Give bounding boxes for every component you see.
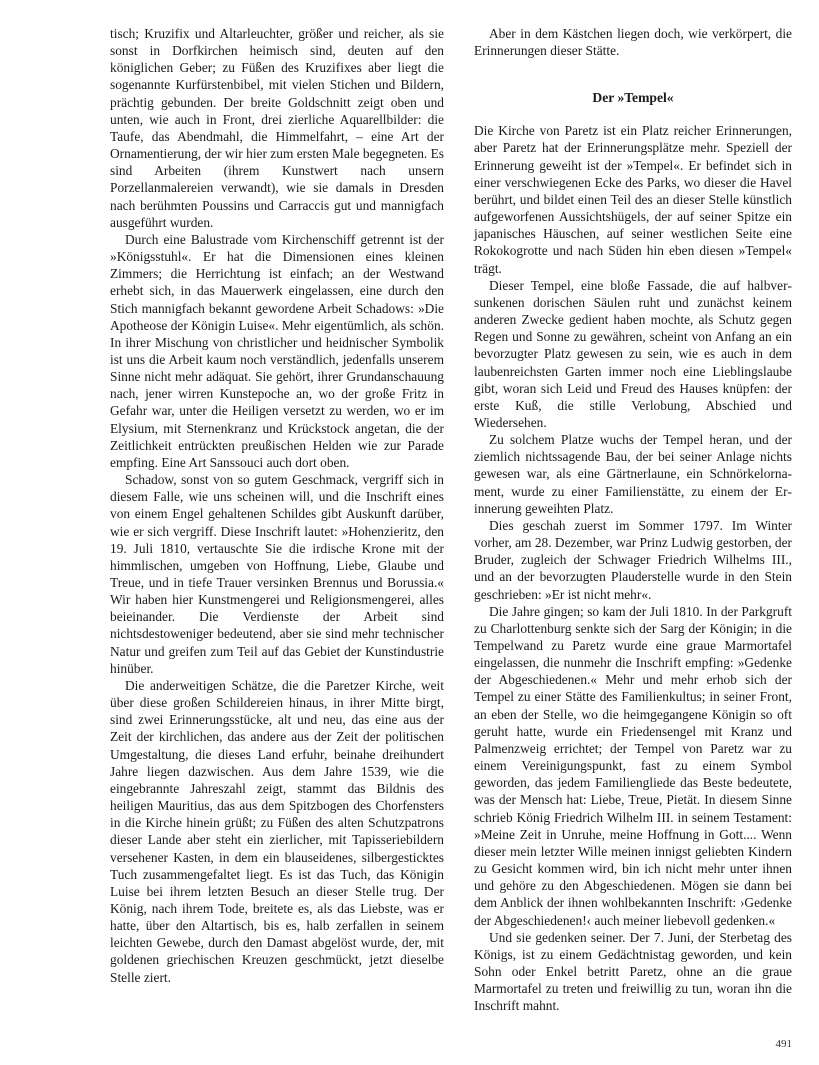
left-paragraph-1: tisch; Kruzifix und Altarleuchter, größer und reicher, als sie sonst in Dorfkirchen heimisch sind, deuten auf den königlichen Geber; zu Füßen des Kruzifixes aber liegt die sogenannte Kurfürstenbibel, mit vielen Stichen und Bildern, prächtig gebunden. Der breite Goldschnitt zeigt oben und unten, wie auch in Front, drei zierliche Aquarellbilder: die Taufe, das Abendmahl, die Himmelfahrt, – eine Art der Ornamentierung, der wir hier zum ersten Male begegneten. Es sind Arbeiten (ihrem Kunstwert nach unsern Porzellanmalereien verwandt), wie sie damals in Dresden nach berühmten Poussins und Carraccis gut und mannigfach ausgeführt wurden. (110, 26, 444, 230)
right-paragraph-4: Dies geschah zuerst im Sommer 1797. Im Winter vorher, am 28. Dezember, war Prinz Ludwig gestorben, der Bruder, zugleich der Schwager Friedrich Wilhelms III., und an der bevorzugten Plauderstelle wurde in den Stein geschrieben: »Er ist nicht mehr«. (474, 517, 792, 602)
left-paragraph-3: Schadow, sonst von so gutem Geschmack, vergriff sich in diesem Falle, wie uns scheinen will, und die Inschrift eines von einem Engel gehaltenen Schildes gibt Auskunft darüber, wie er sich vergriff. Diese Inschrift lautet: »Hohenzieritz, den 19. Juli 1810, vertauschte Sie die irdische Krone mit der himmlischen, umgeben von Hoffnung, Liebe, Glaube und Treue, und in tiefe Trauer versinken Brennus und Borussia.« Wir haben hier Kunstmengerei und Religionsmengerei, alles beieinander. Die Verdienste der Arbeit sind nichtsdestoweniger bedeutend, aber sie sind mehr technischer Natur und greifen zum Teil auf das Gebiet der Kunstindustrie hinüber. (110, 472, 444, 676)
left-column (110, 25, 444, 986)
section-heading: Der »Tempel« (592, 90, 674, 106)
right-paragraph-5: Die Jahre gingen; so kam der Juli 1810. In der Parkgruft zu Charlottenburg senkte sich der Sarg der Königin; in die Tempelwand zu Paretz wurde eine graue Marmortafel eingelassen, die nunmehr die Inschrift empfing: »Gedenke der Abgeschiedenen.« Mehr und mehr erhob sich der Tempel zu einer Stätte des Familienkultus; in seiner Front, an eben der Stelle, wo die heimgegangene Königin so oft geruht hatte, wurde ein Friedensengel mit Kranz und Palmenzweig errichtet; der Tempel von Paretz war zu einem Vereinigungspunkt, fast zu einem Symbol geworden, das jedem Familiengliede das Beste bedeutete, was der Mensch hat: Liebe, Treue, Pietät. In diesem Sinne schrieb König Friedrich Wilhelm III. in seinem Testament: »Meine Zeit in Unruhe, meine Hoffnung in Gott.... Wenn dieser mein letzter Wille meinen innigst geliebten Kindern zu Gesicht kommen wird, bin ich nicht mehr unter ihnen und gehöre zu den Abgeschiedenen. Mögen sie dann bei dem Anblick der ihnen wohlbekannten Inschrift: ›Gedenke der Abgeschiedenen!‹ auch meiner liebevoll gedenken.« (474, 603, 792, 928)
right-paragraph-1: Die Kirche von Paretz ist ein Platz reicher Erinnerungen, aber Paretz hat der Erinnerungsplätze mehr. Speziell der Erinnerung geweiht ist der »Tempel«. Er befindet sich in einer verschwiegenen Ecke des Parks, wo dieser die Havel berührt, und bildet einen Teil des an dieser Stelle künstlich aufgeworfenen Aussichtshügels, der auf seiner Spitze ein japanisches Häuschen, auf seiner westlichen Seite eine Rokokogrotte und nach Süden hin eben diesen »Tempel« trägt. (474, 123, 792, 276)
left-paragraph-4: Die anderweitigen Schätze, die die Paretzer Kirche, weit über diese großen Schildereien hinaus, in ihrer Mitte birgt, sind zwei Erinnerungsstücke, alt und neu, das eine aus der Zeit der kirchlichen, das andere aus der Zeit der politischen Umgestaltung, die dieses Land erfuhr, beinahe dreihundert Jahre liegen dazwischen. Aus dem Jahre 1539, wie die eingebrannte Jahreszahl zeigt, stammt das Bildnis des heiligen Mauritius, das aus dem Spitzbogen des Chorfensters in die Kirche hinein grüßt; zu Füßen des alten Schutzpatrons dieser Lande aber steht ein zierlicher, mit Tapisseriebildern versehener Kasten, in dem ein blauseidenes, silbergesticktes Tuch zusammengefaltet liegt. Es ist das Tuch, das Königin Luise bei ihrem letzten Besuch an dieser Stelle trug. Der König, nach ihrem Tode, breitete es, als das Liebste, was er hatte, über den Altartisch, bis es, halb zerfallen in seinem leichten Gewebe, durch den Damast abgelöst wurde, der, mit goldenen griechischen Kreuzen geschmückt, jetzt dieselbe Stelle ziert. (110, 677, 444, 985)
right-column (474, 25, 792, 1014)
right-intro-paragraph: Aber in dem Kästchen liegen doch, wie verkörpert, die Erinnerungen dieser Stätte. (474, 26, 792, 59)
right-paragraph-6: Und sie gedenken seiner. Der 7. Juni, der Sterbetag des Königs, ist zu einem Gedächtnistag geworden, und kein Sohn oder Enkel betritt Paretz, ohne an die graue Marmortafel zu treten und freiwillig zu tun, woran ihn die Inschrift mahnt. (474, 929, 792, 1014)
left-paragraph-2: Durch eine Balustrade vom Kirchenschiff getrennt ist der »Königsstuhl«. Er hat die Dimensionen eines kleinen Zimmers; die Herrichtung ist einfach; an der Westwand erhebt sich, in das Mauerwerk eingelassen, eine durch den Stich mannigfach bekannt gewordene Arbeit Schadows: »Die Apotheose der Königin Luise«. Mehr eigentümlich, als schön. In ihrer Mischung von christlicher und heidnischer Symbolik ist uns die Arbeit kaum noch verständlich, jedenfalls unserem Sinne nicht mehr adäquat. Sie gehört, ihrer Grundanschauung nach, jener wirren Kunstepoche an, wo der große Fritz in Gefahr war, unter die Heiligen versetzt zu werden, wo er im Elysium, mit Sternenkranz und Krückstock angetan, die der Zeitlichkeit entrückten preußischen Helden wie zur Parade empfing. Eine Art Sanssouci auch dort oben. (110, 231, 444, 470)
right-paragraph-2: Dieser Tempel, eine bloße Fassade, die auf halbversunkenen dorischen Säulen ruht und zunächst keinem anderen Zwecke gedient haben mochte, als Schutz gegen Regen und Sonne zu gewähren, scheint von Anfang an ein bevorzugter Platz gewesen zu sein, wie es auch in dem laubenreichsten Garten immer noch eine Lieblingslaube gibt, woran sich Leid und Freud des Hauses knüpfen: der erste Kuß, die stille Verlobung, Abschied und Wiedersehen. (474, 277, 792, 430)
page-number: 491 (775, 1038, 792, 1050)
right-paragraph-3: Zu solchem Platze wuchs der Tempel heran, und der ziemlich nichtssagende Bau, der bei seiner Anlage nichts gewesen war, als eine Gärtnerlaune, ein Schnörkelornament, wurde zu einer Familienstätte, zu einem der Erinnerung geweihten Platz. (474, 432, 792, 516)
